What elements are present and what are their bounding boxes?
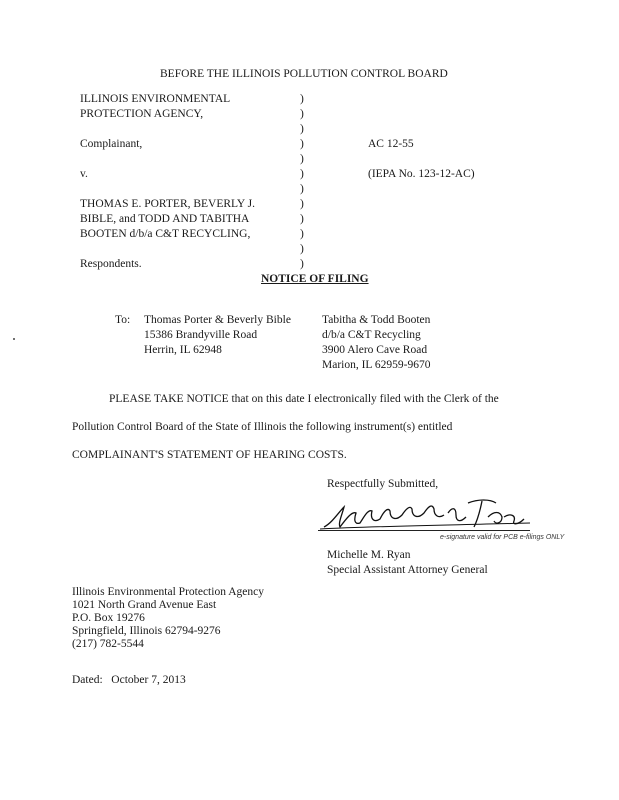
caption-line: THOMAS E. PORTER, BEVERLY J. [80, 198, 256, 210]
notice-title: NOTICE OF FILING [261, 273, 369, 285]
caption-parties [80, 92, 255, 272]
recipient-line: d/b/a C&T Recycling [322, 329, 421, 341]
signer-name: Michelle M. Ryan [327, 549, 411, 561]
signer-title: Special Assistant Attorney General [327, 564, 488, 576]
dated: Dated: October 7, 2013 [72, 674, 186, 686]
body-line-1: PLEASE TAKE NOTICE that on this date I electronically filed with the Clerk of the [109, 393, 499, 405]
paren: ) [300, 183, 304, 195]
body-line-3: COMPLAINANT'S STATEMENT OF HEARING COSTS. [72, 449, 347, 461]
recipient-line: Herrin, IL 62948 [144, 344, 222, 356]
address-line: P.O. Box 19276 [72, 612, 145, 624]
paren: ) [300, 138, 304, 150]
body-line-2: Pollution Control Board of the State of Illinois the following instrument(s) entitled [72, 421, 453, 433]
paren: ) [300, 243, 304, 255]
caption-parentheses [300, 92, 304, 272]
paren: ) [300, 123, 304, 135]
paren: ) [300, 198, 304, 210]
paren: ) [300, 168, 304, 180]
paren: ) [300, 258, 304, 270]
caption-line: Complainant, [80, 138, 143, 150]
recipient-1 [144, 313, 291, 358]
paren: ) [300, 108, 304, 120]
board-title: BEFORE THE ILLINOIS POLLUTION CONTROL BOARD [160, 68, 448, 80]
caption-line: Respondents. [80, 258, 142, 270]
caption-line: PROTECTION AGENCY, [80, 108, 204, 120]
closing: Respectfully Submitted, [327, 478, 439, 490]
case-number: AC 12-55 [368, 138, 414, 150]
to-label: To: [115, 314, 131, 326]
caption-line [80, 152, 255, 167]
recipient-line: Tabitha & Todd Booten [322, 314, 431, 326]
address-line: 1021 North Grand Avenue East [72, 599, 217, 611]
recipient-line: 3900 Alero Cave Road [322, 344, 428, 356]
iepa-number: (IEPA No. 123-12-AC) [368, 168, 475, 180]
signature-line [318, 530, 530, 531]
caption-line [80, 122, 255, 137]
recipient-2 [322, 313, 431, 373]
caption-line: BOOTEN d/b/a C&T RECYCLING, [80, 228, 251, 240]
paren: ) [300, 153, 304, 165]
signature-note: e-signature valid for PCB e-filings ONLY [440, 534, 565, 541]
paren: ) [300, 213, 304, 225]
caption-line [80, 242, 255, 257]
caption-line: ILLINOIS ENVIRONMENTAL [80, 93, 231, 105]
recipient-line: 15386 Brandyville Road [144, 329, 258, 341]
address-line: Springfield, Illinois 62794-9276 [72, 625, 221, 637]
address-line: (217) 782-5544 [72, 638, 144, 650]
recipient-line: Thomas Porter & Beverly Bible [144, 314, 291, 326]
scan-speck [13, 338, 15, 340]
caption-line: v. [80, 168, 88, 180]
agency-address [72, 586, 264, 651]
caption-line: BIBLE, and TODD AND TABITHA [80, 213, 250, 225]
handwritten-signature [318, 493, 533, 535]
caption-line [80, 182, 255, 197]
paren: ) [300, 93, 304, 105]
paren: ) [300, 228, 304, 240]
recipient-line: Marion, IL 62959-9670 [322, 359, 431, 371]
address-line: Illinois Environmental Protection Agency [72, 586, 264, 598]
